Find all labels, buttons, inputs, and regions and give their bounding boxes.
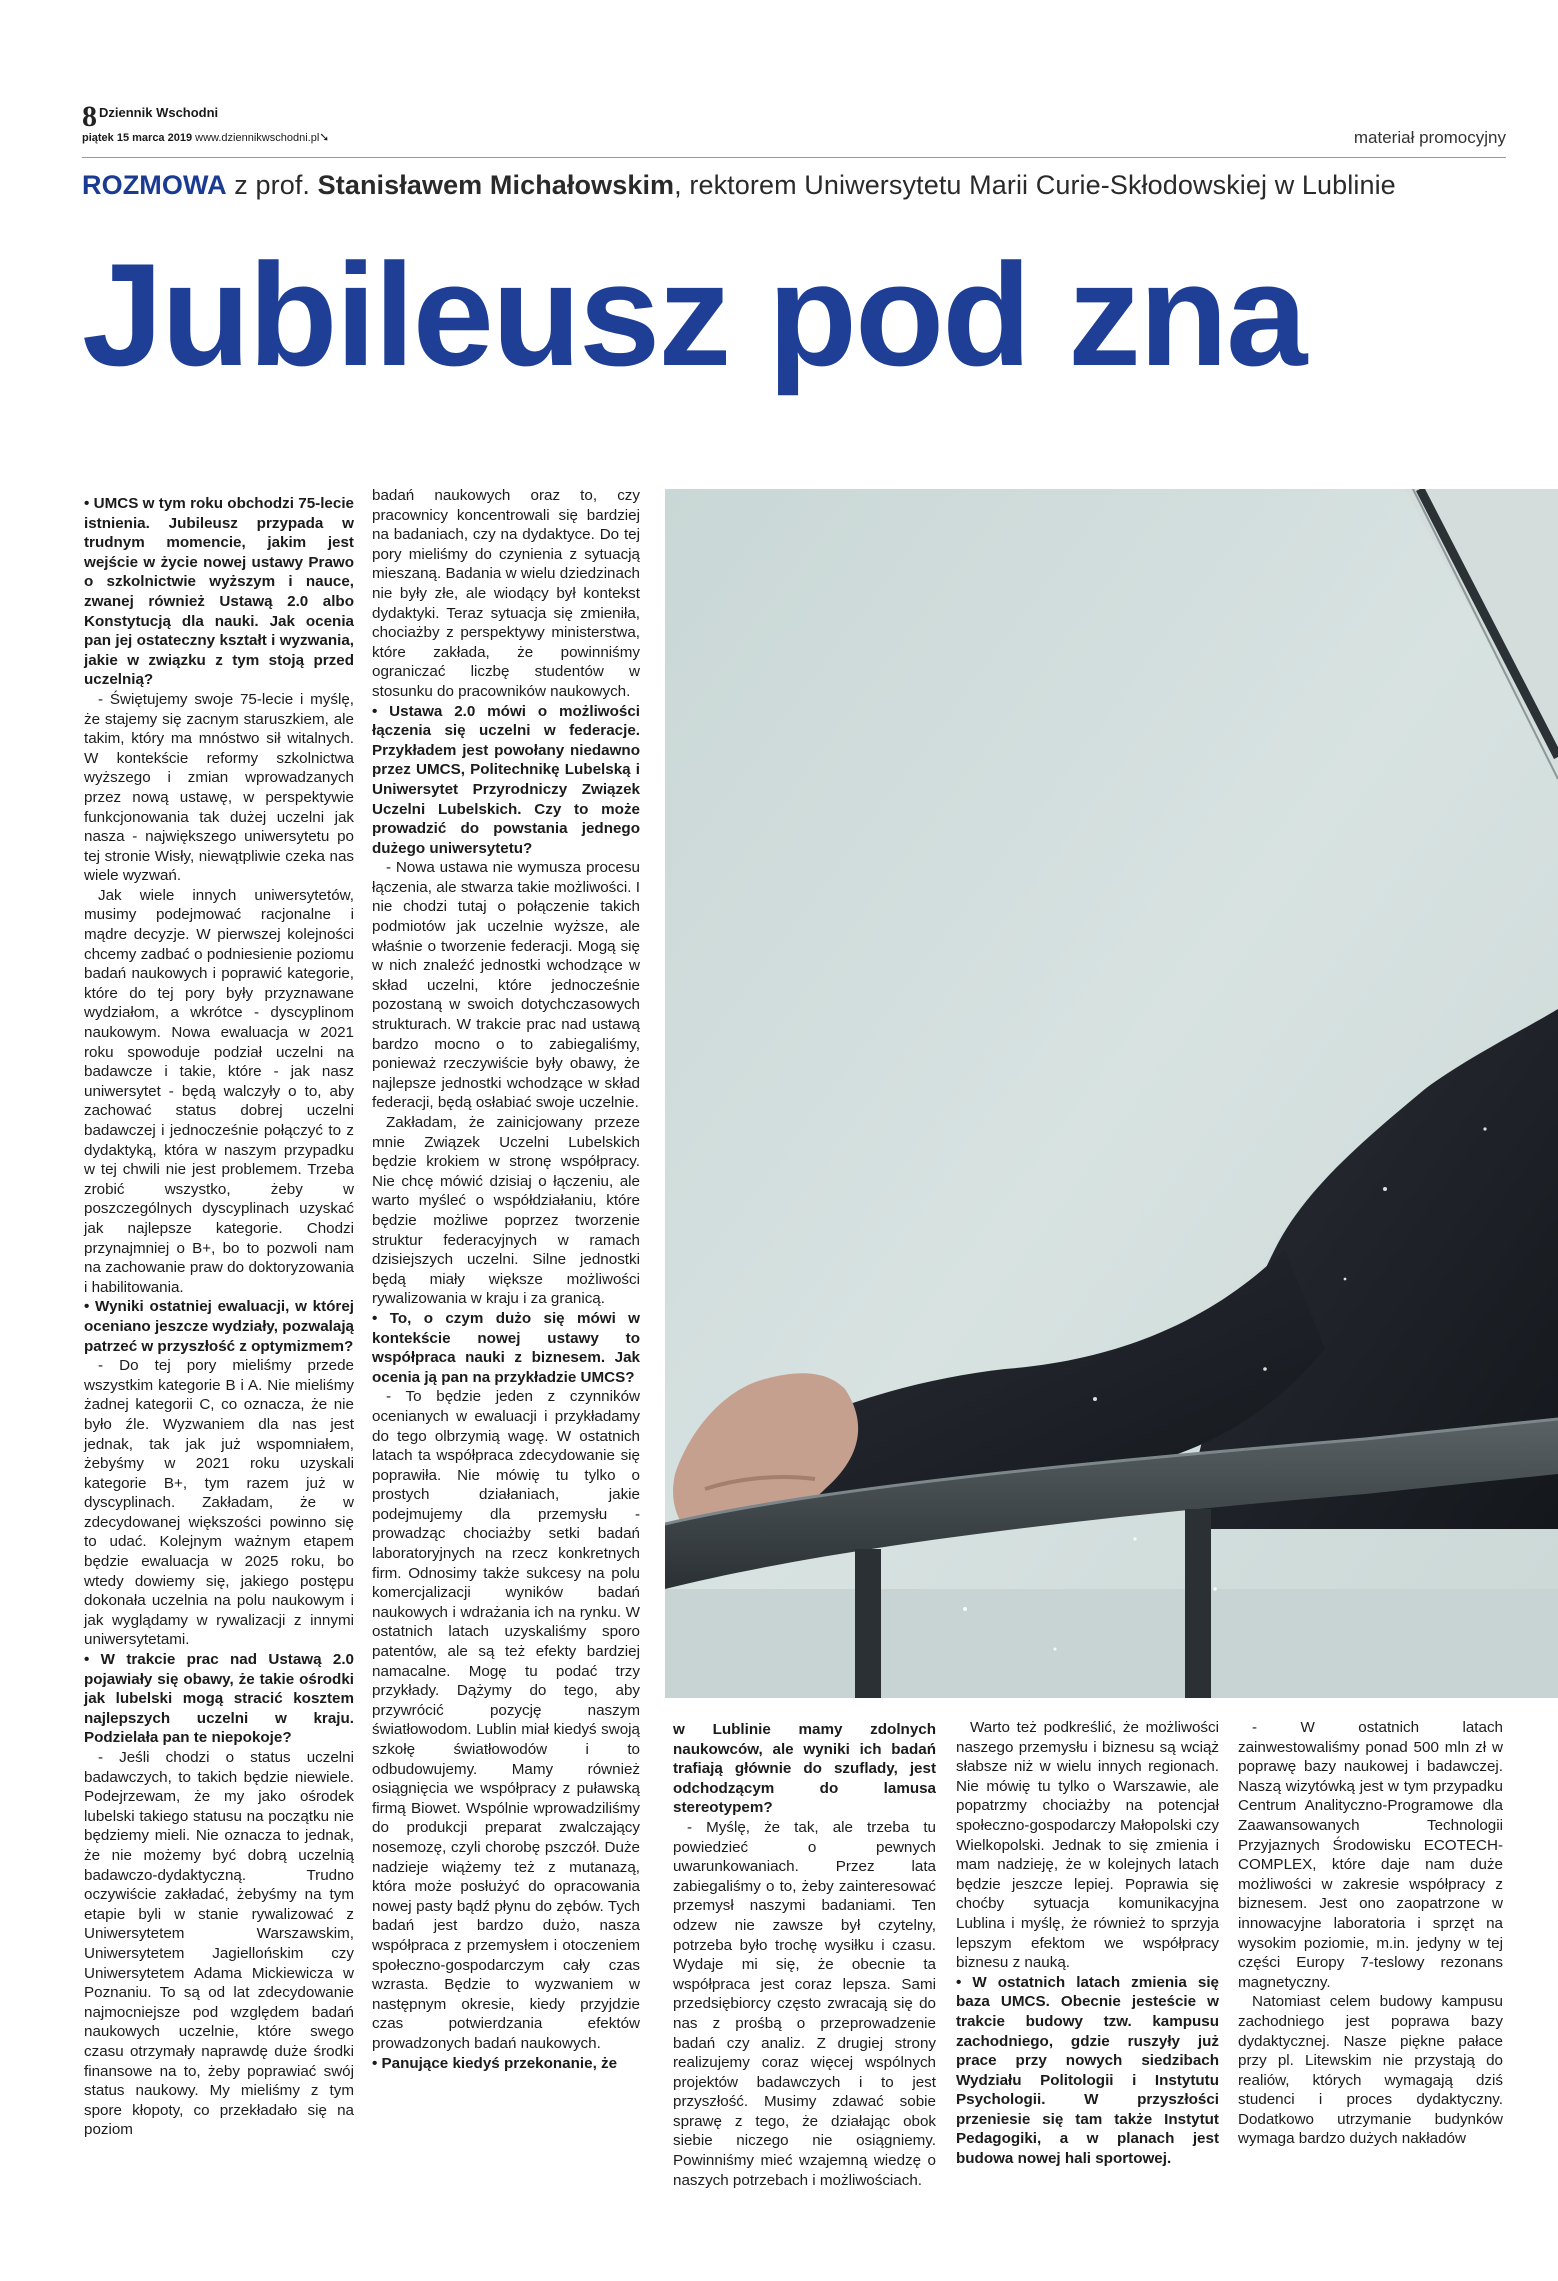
interview-question: • Panujące kiedyś przekonanie, że bbox=[372, 2054, 618, 2072]
masthead bbox=[82, 100, 330, 144]
interview-answer: - Nowa ustawa nie wymusza procesu łączenia, ale stwarza takie możliwości. I nie chodzi tutaj o połączenie takich podmiotów jak uczelnie wyższe, ale właśnie o tworzenie federacji. Mogą się w nich znaleźć jednostki wchodzące w skład uczelni, które jednocześnie pozostaną w swoich dotychczasowych strukturach. W trakcie prac nad ustawą bardzo mocno o to zabiegaliśmy, ponieważ rzeczywiście były obawy, że najlepsze jednostki wchodzące w skład federacji, będą osłabiać swoje uczelnie. bbox=[372, 859, 640, 1112]
interview-answer: - Jeśli chodzi o status uczelni badawczych, to takich będzie niewiele. Podejrzewam, że my jako ośrodek lubelski takiego statusu na początku nie będziemy mieli. Nie oznacza to jednak, że nie możemy być dobrą uczelnią badawczo-dydaktyczną. Trudno oczywiście zakładać, żebyśmy na tym etapie byli w stanie rywalizować z Uniwersytetem Warszawskim, Uniwersytetem Jagiellońskim czy Uniwersytetem Adama Mickiewicza w Poznaniu. To są od lat zdecydowanie najmocniejsze pod względem badań naukowych uczelnie, które swego czasu otrzymały naprawdę duże środki finansowe na to, żeby poprawiać swój status naukowy. My mieliśmy z tym spore kłopoty, co przekładało się na poziom bbox=[84, 1749, 354, 2139]
interview-answer: Jak wiele innych uniwersytetów, musimy podejmować racjonalne i mądre decyzje. W pierwszej kolejności chcemy zadbać o podniesienie poziomu badań naukowych i poprawić kategorie, które do tej pory były przyznawane wydziałom, a wkrótce - dyscyplinom naukowym. Nowa ewaluacja w 2021 roku spowoduje podział uczelni na badawcze i takie, które - jak nasz uniwersytet - będą walczyły o to, aby zachować status dobrej uczelni badawczej i jednocześnie połączyć to z dydaktyką, która w naszym przypadku w tej chwili nie jest problemem. Trzeba zrobić wszystko, żeby w poszczególnych dyscyplinach uzyskać jak najlepsze kategorie. Chodzi przynajmniej o B+, bo to pozwoli nam na zachowanie praw do doktoryzowania i habilitowania. bbox=[84, 886, 354, 1296]
article-column-2 bbox=[372, 486, 640, 2073]
photo-illustration bbox=[665, 489, 1558, 1698]
interview-question: • Wyniki ostatniej ewaluacji, w której oceniano jeszcze wydziały, pozwalają patrzeć w przyszłość z optymizmem? bbox=[84, 1298, 354, 1355]
interview-answer: - Do tej pory mieliśmy przede wszystkim kategorie B i A. Nie mieliśmy żadnej kategorii C, co oznacza, że nie było źle. Wyzwaniem dla nas jest jednak, tak jak już wspomniałem, żebyśmy w 2021 roku uzyskali kategorie B+, tym razem już w dyscyplinach. Zakładam, że w zdecydowanej większości powinno się to udać. Kolejnym ważnym etapem będzie ewaluacja w 2025 roku, bo wtedy dowiemy się, jakiego postępu dokonała uczelnia na polu naukowym i jak wyglądamy w rywalizacji z innymi uniwersytetami. bbox=[84, 1357, 354, 1649]
article-column-4 bbox=[956, 1718, 1219, 2169]
issue-date: piątek 15 marca 2019 bbox=[82, 132, 193, 144]
interview-question: • To, o czym dużo się mówi w kontekście nowej ustawy to współpraca nauki z biznesem. Jak ocenia ją pan na przykładzie UMCS? bbox=[372, 1309, 640, 1386]
article-column-1 bbox=[84, 494, 354, 2140]
subheadline-prefix: z prof. bbox=[226, 170, 318, 200]
interview-answer: - To będzie jeden z czynników ocenianych w ewaluacji i przykładamy do tego olbrzymią wagę. W ostatnich latach ta współpraca zdecydowanie się poprawiła. Nie mówię tu tylko o prostych działaniach, jakie podejmujemy dla przemysłu - prowadząc chociażby setki badań laboratoryjnych na rzecz konkretnych firm. Odnosimy także sukcesy na polu komercjalizacji wyników badań naukowych i wdrażania ich na rynku. W ostatnich latach uzyskaliśmy sporo patentów, ale są też efekty bardziej namacalne. Mogę tu podać trzy przykłady. Dążymy do tego, aby przywrócić pozycję naszym światłowodom. Lublin miał kiedyś swoją szkołę światłowodów i to odbudowujemy. Mamy również osiągnięcia we współpracy z puławską firmą Biowet. Wspólnie wprowadziliśmy do produkcji preparat zwalczający nosemozę, czyli chorobę pszczół. Duże nadzieje wiążemy też z mutanazą, która może posłużyć do opracowania nowej pasty bądź płynu do zębów. Tych badań jest bardzo dużo, nasza współpraca z przemysłem i otoczeniem społeczno-gospodarczym cały czas wzrasta. Będzie to wyzwaniem w następnym okresie, kiedy przyjdzie czas potwierdzania efektów prowadzonych badań naukowych. bbox=[372, 1388, 640, 2052]
interviewee-name: Stanisławem Michałowskim bbox=[317, 170, 675, 200]
interview-answer: Natomiast celem budowy kampusu zachodniego jest poprawa bazy dydaktycznej. Nasze piękne pałace przy pl. Litewskim nie przystają do realiów, których wymagają dziś studenci i proces dydaktyczny. Dodatkowo utrzymanie budynków wymaga bardzo dużych nakładów bbox=[1238, 1993, 1503, 2148]
interview-question: • W ostatnich latach zmienia się baza UMCS. Obecnie jesteście w trakcie budowy tzw. kampusu zachodniego, gdzie ruszyły już prace przy nowych siedzibach Wydziału Politologii i Instytutu Psychologii. W przyszłości przeniesie się tam także Instytut Pedagogiki, a w planach jest budowa nowej hali sportowej. bbox=[956, 1973, 1219, 2168]
interview-question: • W trakcie prac nad Ustawą 2.0 pojawiały się obawy, że takie ośrodki jak lubelski mogą stracić kosztem najlepszych uczelni w kraju. Podzielała pan te niepokoje? bbox=[84, 1651, 354, 1747]
article-column-3 bbox=[673, 1720, 936, 2190]
interview-question: w Lublinie mamy zdolnych naukowców, ale wyniki ich badań trafiają głównie do szuflady, jest odchodzącym do lamusa stereotypem? bbox=[673, 1721, 936, 1817]
portrait-photo bbox=[665, 489, 1558, 1698]
interview-answer: Zakładam, że zainicjowany przeze mnie Związek Uczelni Lubelskich będzie krokiem w stronę współpracy. Nie chcę mówić dzisiaj o łączeniu, ale warto myśleć o współdziałaniu, które będzie możliwe poprzez tworzenie struktur federacyjnych w ramach dzisiejszych uczelni. Silne jednostki będą miały większe możliwości rywalizowania w kraju i za granicą. bbox=[372, 1114, 640, 1308]
interview-answer: - W ostatnich latach zainwestowaliśmy ponad 500 mln zł w poprawę bazy naukowej i badawczej. Naszą wizytówką jest w tym przypadku Centrum Analityczno-Programowe dla Zaawansowanych Technologii Przyjaznych Środowisku ECOTECH-COMPLEX, które daje nam duże możliwości w zakresie współpracy z biznesem. Jest ono zaopatrzone w innowacyjne laboratoria i sprzęt na wysokim poziomie, m.in. jedyny w tej części Europy 7-teslowy rezonans magnetyczny. bbox=[1238, 1719, 1503, 1991]
cursor-icon: ➘ bbox=[319, 130, 330, 144]
article-column-5 bbox=[1238, 1718, 1503, 2149]
subheadline-keyword: ROZMOWA bbox=[82, 170, 227, 200]
page-number: 8 bbox=[82, 100, 97, 133]
issue-date-line bbox=[82, 130, 329, 145]
rail-post bbox=[855, 1549, 881, 1698]
header-divider bbox=[82, 157, 1506, 158]
interview-question: • UMCS w tym roku obchodzi 75-lecie istnienia. Jubileusz przypada w trudnym momencie, jakim jest wejście w życie nowej ustawy Prawo o szkolnictwie wyższym i nauce, zwanej również Ustawą 2.0 albo Konstytucją dla nauki. Jak ocenia pan jej ostateczny kształt i wyzwania, jakie w związku z tym stoją przed uczelnią? bbox=[84, 495, 354, 689]
website-link[interactable]: www.dziennikwschodni.pl bbox=[195, 132, 320, 144]
interview-question: • Ustawa 2.0 mówi o możliwości łączenia się uczelni w federacje. Przykładem jest powołany niedawno przez UMCS, Politechnikę Lubelską i Uniwersytet Przyrodniczy Związek Uczelni Lubelskich. Czy to może prowadzić do powstania jednego dużego uniwersytetu? bbox=[372, 702, 640, 857]
interview-answer: - Myślę, że tak, ale trzeba tu powiedzieć o pewnych uwarunkowaniach. Przez lata zabiegaliśmy o to, żeby zainteresować przemysł naszymi badaniami. Ten odzew nie zawsze był czytelny, potrzeba było trochę wysiłku i czasu. Wydaje mi się, że obecnie ta współpraca jest coraz lepsza. Sami przedsiębiorcy często zwracają się do nas z prośbą o przeprowadzenie badań czy analiz. Z drugiej strony realizujemy coraz więcej wspólnych projektów badawczych i to jest przyszłość. Musimy zdawać sobie sprawę z tego, że działając obok siebie niczego nie osiągniemy. Powinniśmy mieć wzajemną wiedzę o naszych potrzebach i możliwościach. bbox=[673, 1818, 936, 2189]
subheadline-rest: , rektorem Uniwersytetu Marii Curie-Skłodowskiej w Lublinie bbox=[674, 170, 1396, 200]
interview-answer: badań naukowych oraz to, czy pracownicy koncentrowali się bardziej na badaniach, czy na dydaktyce. Do tej pory mieliśmy do czynienia z sytuacją mieszaną. Badania w wielu dziedzinach nie były złe, ale wiodący był kontekst dydaktyki. Teraz sytuacja się zmieniła, chociażby z perspektywy ministerstwa, które zakłada, że powinniśmy ograniczać liczbę studentów w stosunku do pracowników naukowych. bbox=[372, 487, 640, 700]
promo-label: materiał promocyjny bbox=[1353, 128, 1506, 147]
rail-post bbox=[1185, 1509, 1211, 1698]
interview-answer: - Świętujemy swoje 75-lecie i myślę, że stajemy się zacnym staruszkiem, ale takim, który ma mnóstwo sił witalnych. W kontekście reformy szkolnictwa wyższego i zmian wprowadzanych przez nową ustawę, w perspektywie funkcjonowania tak dużej uczelni jak nasza - największego uniwersytetu po tej stronie Wisły, niewątpliwie czeka nas wiele wyzwań. bbox=[84, 690, 354, 885]
interview-answer: Warto też podkreślić, że możliwości naszego przemysłu i biznesu są wciąż słabsze niż w wielu innych regionach. Nie mówię tu tylko o Warszawie, ale popatrzmy chociażby na potencjał społeczno-gospodarczy Małopolski czy Wielkopolski. Jednak to się zmienia i mam nadzieję, że w kolejnych latach będzie jeszcze lepiej. Poprawia się choćby sytuacja komunikacyjna Lublina i myślę, że również to sprzyja lepszym efektom we współpracy biznesu z nauką. bbox=[956, 1719, 1219, 1972]
paper-name: Dziennik Wschodni bbox=[99, 105, 219, 120]
subheadline bbox=[82, 170, 1396, 201]
headline: Jubileusz pod zna bbox=[82, 233, 1306, 396]
